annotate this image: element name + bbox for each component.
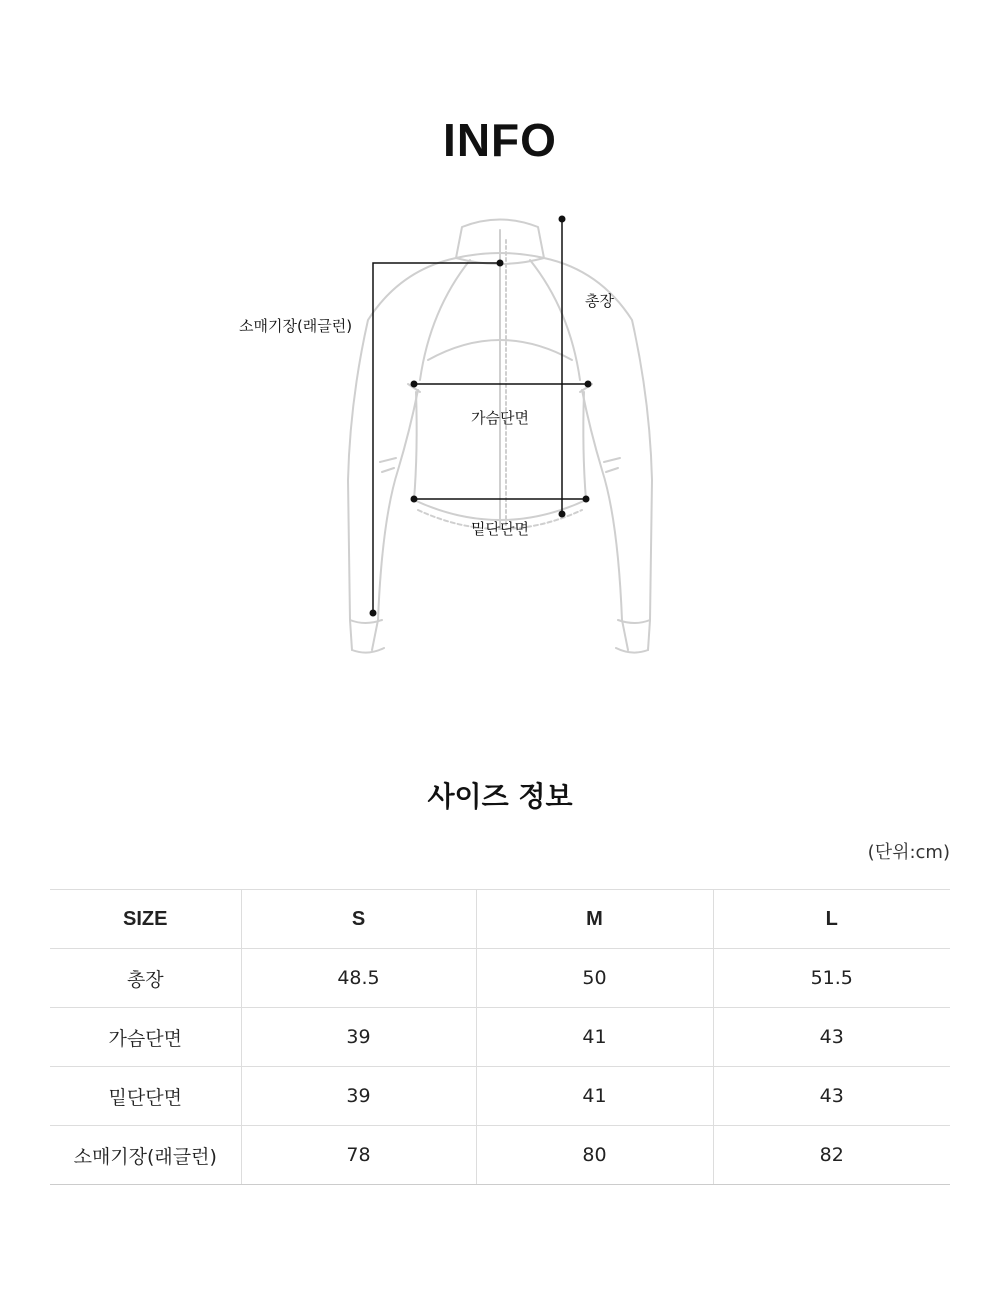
garment-measurement-diagram <box>0 200 1000 670</box>
table-cell: 39 <box>241 1067 476 1126</box>
jacket-illustration <box>0 200 1000 670</box>
table-cell: 48.5 <box>241 949 476 1008</box>
table-row <box>50 1067 950 1126</box>
table-cell: 50 <box>476 949 713 1008</box>
sleeve-length-label: 소매기장(래글런) <box>239 317 353 335</box>
table-row <box>50 1008 950 1067</box>
table-row <box>50 1126 950 1185</box>
row-label: 밑단단면 <box>50 1067 241 1126</box>
size-info-title: 사이즈 정보 <box>427 780 573 813</box>
size-table <box>50 889 950 1185</box>
table-cell: 51.5 <box>713 949 950 1008</box>
column-header-l: L <box>713 890 950 949</box>
hem-width-label: 밑단단면 <box>471 520 529 538</box>
table-cell: 43 <box>713 1067 950 1126</box>
unit-label: (단위:cm) <box>867 842 950 863</box>
column-header-size: SIZE <box>50 890 241 949</box>
column-header-m: M <box>476 890 713 949</box>
total-length-label: 총장 <box>585 292 614 310</box>
table-cell: 82 <box>713 1126 950 1185</box>
row-label: 소매기장(래글런) <box>50 1126 241 1185</box>
table-cell: 43 <box>713 1008 950 1067</box>
table-row <box>50 949 950 1008</box>
table-cell: 78 <box>241 1126 476 1185</box>
size-table-header-row <box>50 890 950 949</box>
row-label: 총장 <box>50 949 241 1008</box>
column-header-s: S <box>241 890 476 949</box>
table-cell: 80 <box>476 1126 713 1185</box>
table-cell: 41 <box>476 1008 713 1067</box>
page-title: INFO <box>443 114 557 166</box>
chest-width-label: 가슴단면 <box>471 409 529 427</box>
table-cell: 41 <box>476 1067 713 1126</box>
table-cell: 39 <box>241 1008 476 1067</box>
row-label: 가슴단면 <box>50 1008 241 1067</box>
